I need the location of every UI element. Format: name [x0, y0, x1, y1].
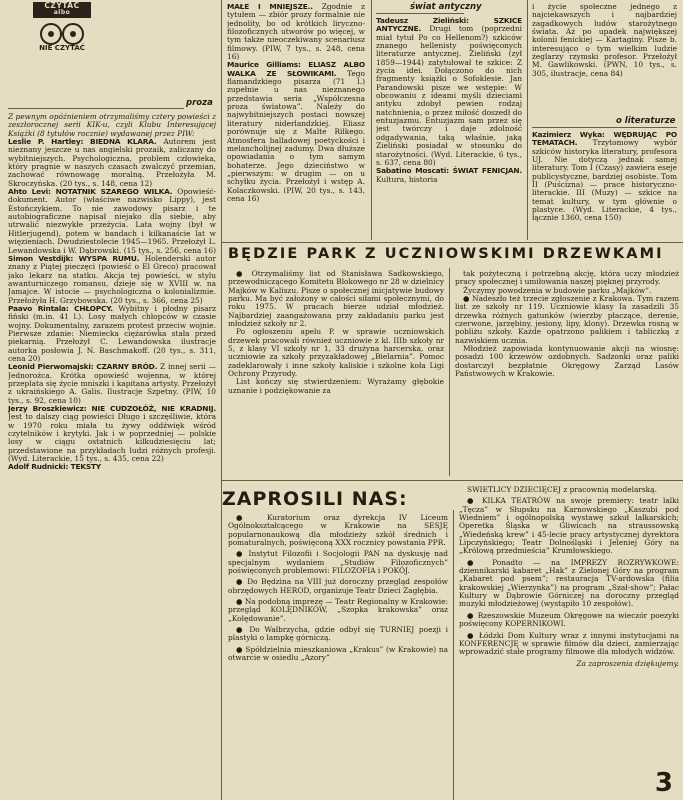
book-description: Jest to dalszy ciąg powieści Długo i szczęśliwie, która w 1970 roku miała tu żywy oddźwięk wśród czytelników i krytyki. Jak i w poprzedniej — polskie losy w ciągu ostatnich kilkudziesięciu lat; przedstawione na przykładach ludzi różnych profesji. (Wyd. Literackie, 15 tys., s. 435, cena 22)	[8, 412, 216, 464]
feature-paragraph: tak pożyteczną i potrzebną akcję, która uczy młodzież pracy społecznej i umiłowania naszej pięknej przyrody.	[455, 270, 679, 287]
feature-headline: BĘDZIE PARK Z UCZNIOWSKIMI DRZEWKAMI	[228, 246, 664, 262]
wyka-body: Trzytomowy wybór szkiców historyka literatury, profesora UJ. Nie dotyczą jednak samej literatury. Tom I (Czasy) zawiera eseje publicystyczne, bardziej osobiste. Tom II (Puścizna) — prace historyczno-literackie. III (Muzy) — szkice na temat kultury, w tym głównie o plastyce. (Wyd. Literackie, 4 tys., łącznie 1360, cena 150)	[532, 138, 677, 223]
book-title: Paavo Rintala: CHŁOPCY.	[8, 303, 113, 313]
feature-right-paragraphs	[455, 270, 679, 378]
book-description: Wybitny i płodny pisarz fiński (m.in. 41 l.). Losy małych chłopców w czasie wojny. Dokumentalny, zarazem protest przeciw wojnie. Pierwsze zdanie: Niemiecka ciężarówka stała przed piekarnią. Przełożył C. Lewandowska ilustracje autorka posłowia J. N. Baschmakoff. (20 tys., s. 311, cena 20)	[8, 303, 216, 363]
section-label-o-literaturze: o literaturze	[616, 116, 676, 126]
book-entry	[8, 305, 216, 363]
zaprosili-left-items	[228, 514, 448, 663]
column-divider-1	[221, 0, 222, 800]
col1-entries	[8, 138, 216, 472]
book-entry	[8, 405, 216, 463]
invitation-item: ● Spółdzielnia mieszkaniowa „Krakus” (w Krakowie) na otwarcie w osiedlu „Azory”	[228, 644, 448, 663]
proza-rule	[8, 108, 184, 109]
book-description: Zgodnie z tytułem — zbiór prozy formalnie nie jednolity, bo od krótkich liryczno-filozoficznych utworów po więcej, w tym także nieoczekiwany scenariusz filmowy. (PIW, 7 tys., s. 248, cena 16)	[227, 3, 365, 62]
column-divider-3	[527, 0, 528, 240]
book-title: Simon Vestdijk: WYSPA RUMU.	[8, 253, 140, 263]
book-entry	[8, 255, 216, 305]
feature-top-rule	[222, 242, 683, 243]
book-title: MAŁE I MNIEJSZE..	[227, 3, 313, 11]
page-number: 3	[654, 768, 673, 798]
feature-left-paragraphs	[228, 270, 444, 395]
feature-paragraph: ● Nadeszło też trzecie zgłoszenie z Krakowa. Tym razem list ze szkoły nr 119. Uczniowie klasy Ia zasadzili 35 drzewka różnych gatunków (wierzby płaczące, derenie, czerwone, jarzębiny, jesiony, lipy, klony). Drzewka rosną w pobliżu szkoły. Każde opatrzono palikiem i tabliczką z nazwiskiem ucznia.	[455, 294, 679, 345]
czytac-albo-nie-czytac-logo	[33, 2, 91, 54]
feature-left-column	[228, 270, 444, 475]
logo-banner	[33, 2, 91, 18]
zaprosili-right-column	[459, 486, 679, 776]
signoff: Za zaproszenia dziękujemy.	[576, 658, 679, 668]
zaprosili-left-column	[228, 514, 448, 798]
col3-entries	[376, 17, 522, 184]
column-proza	[8, 113, 216, 798]
intro-text: Z pewnym opóźnieniem otrzymaliśmy cztery powieści z zeszłorocznej serii KIK-u, czyli Klubu Interesującej Książki (8 tytułów rocznie) wydawanej przez PIW:	[8, 113, 216, 138]
feature-right-column	[455, 270, 679, 475]
book-title: Maurice Gilliams: ELIASZ ALBO WALKA ZE SŁOWIKAMI.	[227, 60, 365, 78]
book-description: Tego flamandzkiego pisarza (71 l.) zupełnie u nas nieznanego przedstawia seria „Współczesna proza światowa”. Należy do najwybitniejszych postaci nowszej literatury niderlandzkiej. Eliasz porównuje się z Malte Rilkego. Atmosfera balladowej poetyckości i melancholijnej zadumy. Dwa dłuższe opowiadania o tym samym bohaterze. Jego dzieciństwo w „pierwszym: w drugim — on u schyłku życia. Przełożył i wstęp A. Kolaczkowski. (PIW, 20 tys., s. 143, cena 16)	[227, 68, 365, 203]
zaprosili-top-rule	[222, 480, 683, 481]
book-entry	[8, 188, 216, 255]
invitation-item: ● KILKA TEATRÓW na swoje premiery: teatr lalki „Tęcza” w Słupsku na Karnowskiego „Kaszubi pod Wiedniem” i ogólnopolską wystawę szkuł lalkarskich; Operetka Śląska w Gliwicach na straussowską „Wiedeńską krew” i 45-lecie pracy artystycznej dyrektora Lipczyńskiego; Teatr Dolnośląski i Jeleniej Góry na „Królową przedmieścia” Krumłowskiego.	[459, 496, 679, 556]
book-description: Z innej serii — Jednorożca. Krótka opowieść wojenna, w której przeplata się życie mniszki i kapitana artysty. Przełożył z ukraińskiego A. Galis. Ilustracje Szpetny. (PIW, 10 tys., s. 92, cena 10)	[8, 362, 216, 405]
invitation-item: ● Kuratorium oraz dyrekcja IV Liceum Ogólnokształcącego w Krakowie na SESJĘ popularnonaukową dla młodzieży szkół średnich i pomaturalnych, poświęconą XXX rocznicy powstania PPR.	[228, 514, 448, 548]
book-title: Adolf Rudnicki: TEKSTY	[8, 462, 101, 472]
invitation-item: ● Rzeszowskie Muzeum Okręgowe na wieczór poezyki poświęcony KOPERNIKOWI.	[459, 610, 679, 629]
feature-paragraph: List kończy się stwierdzeniem: Wyrażamy głębokie uznanie i podziękowanie za	[228, 377, 444, 395]
book-description: Autorem jest nieznany jeszcze u nas angielski prozaik, zaliczany do wybitniejszych. Psychologiczna, problem człowieka, który pragnie w naszych czasach zwalczyć przemian, zachować równowagę moralną. Przełożyła M. Skroczyńska. (20 tys., s. 148, cena 12)	[8, 137, 216, 188]
column-o-literaturze	[532, 131, 677, 241]
invitation-item: ŚWIETLICY DZIECIĘCEJ z pracownią modelarską.	[467, 486, 657, 494]
book-entry	[227, 3, 365, 61]
book-title: Ahto Levi: NOTATNIK SZAREGO WILKA.	[8, 187, 173, 197]
literatura-rule	[532, 127, 677, 128]
column-proza-continued	[227, 3, 365, 241]
logo-line-3: NIE CZYTAĆ	[39, 44, 85, 52]
feature-paragraph: Młodzież zapowiada kontynuowanie akcji na wiosnę: posadzi 100 krzewów ozdobnych. Sadzonki oraz paliki dostarczył bezpłatnie Okręgowy Zarząd Lasów Państwowych w Krakowie.	[455, 344, 679, 379]
invitation-item: ● Ponadto — na IMPREZY ROZRYWKOWE: dziennikarski kabaret „Hak” z Zielonej Góry na program „Kabaret pod psem”; restauracja TV-ardowska (filia krakowskiej „Wierzynka”) na program „Szał-show”; Pałac Kultury w Dąbrowie Górniczej na doroczny przegląd muzyki młodzieżowej (wystąpiło 10 zespołów).	[459, 557, 679, 609]
book-entry	[8, 363, 216, 405]
column-divider-2	[371, 0, 372, 240]
section-label-swiat-antyczny: świat antyczny	[410, 2, 482, 12]
wyka-title: Kazimierz Wyka: WĘDRUJĄC PO TEMATACH.	[532, 131, 677, 148]
book-description: Drugi tom (poprzedni miał tytuł Po co Hellenom?) szkiców znanego hellenisty poświęconych literaturze antycznej. Zieliński (zył 1859—1944) zatytułował te szkice: Z życia idei. Dołączono do nich fragmenty książki o Sofoklesie. Jan Parandowski pisze we wstępie: W obcowaniu z ideami myśli dzieciami antyku zdobył pewien rodzaj natchnienia, o przez miłość doszedł do entuzjazmu. Entuzjazm sam przez się jest twórczy i daje zdolność odgadywania, taką właśnie, jaką Zieliński posiadał w stosunku do starożytności. (Wyd. Literackie, 6 tys., s. 637, cena 80)	[376, 24, 522, 167]
fenicjan-continuation: i życie społeczne jednego z najciekawszych i najbardziej zagadkowych ludów starożytnego świata. Aż po upadek największej kolonii fenickiej — Kartaginy. Pisze b. interesująco o tym wielkim ludzie żeglarzy rzymski profesor. Przełożył M. Gawlikowski. (PWN, 10 tys., s. 305, ilustracje, cena 84)	[532, 3, 677, 78]
book-entry	[376, 17, 522, 167]
book-entry	[8, 463, 216, 471]
book-entry	[8, 138, 216, 188]
swiat-rule	[376, 13, 464, 14]
invitation-item: ● Do Będzina na VIII już doroczny przegląd zespołów obrzędowych HEROD, organizuje Teatr Dzieci Zagłębia.	[228, 577, 448, 595]
column-right-top	[532, 3, 677, 108]
invitation-item: ● Na podobną imprezę — Teatr Regionalny w Krakowie: przegląd KOLĘDNIKÓW, „Szopka krakowska” oraz „Kolędowanie”.	[228, 597, 448, 623]
book-title: Tadeusz Zieliński: SZKICE ANTYCZNE.	[376, 17, 522, 34]
zaprosili-headline: ZAPROSILI NAS:	[222, 488, 408, 510]
book-entry	[376, 167, 522, 184]
book-description: Opowieść-dokument. Autor (właściwe nazwisko Lippy), jest Estończykiem. To nie zawodowy pisarz i te autobiograficzne napisał niejako dla siebie, aby utrwalić niezwykłe przeżycia. Lata wojny (był w Hitlerjugend), potem w bandach i kilkanaście lat w więzieniach. Dwudziestolecie 1945—1965. Przełożył L. Lewandowska i W. Dąbrowski. (15 tys., s. 256, cena 16)	[8, 187, 216, 255]
column-swiat-antyczny	[376, 17, 522, 241]
book-description: Kultura, historia	[376, 174, 438, 184]
logo-line-1: CZYTAĆ	[44, 1, 80, 10]
invitation-item: ● Instytut Filozofii i Socjologii PAN na dyskusję nad specjalnym wydaniem „Studiów Filozoficznych” poświęconych problemowi: FILOZOFIA i POKÓJ.	[228, 549, 448, 576]
book-description: Holenderski autor znany z Piątej pieczęci (powieść o El Greco) pracował jako lekarz na statku. Akcja tej powieści, w stylu awanturniczego romansu, dzieje się w XVIII w. na Jamajce. W istocie — psychologiczna o kolonializmie. Przełożyła H. Grzybowska. (20 tys., s. 366, cena 25)	[8, 253, 216, 305]
book-title: Leonid Pierwomajski: CZARNY BRÓD.	[8, 362, 158, 372]
invitation-item: ● Do Wałbrzycha, gdzie odbył się TURNIEJ poezji i plastyki o lampkę górniczą.	[228, 625, 448, 643]
logo-line-2: albo	[53, 9, 71, 16]
feature-divider	[449, 268, 450, 476]
invitation-item: ● Łódzki Dom Kultury wraz z innymi instytucjami na KONFERENCJĘ w sprawie filmów dla dzieci, zamierzając wprowadzić stałe programy filmowe dla młodych widzów.	[459, 630, 679, 657]
book-entry	[227, 61, 365, 203]
book-title: Sabatino Moscati: ŚWIAT FENICJAN.	[376, 166, 522, 176]
section-label-proza: proza	[186, 98, 213, 108]
zaprosili-divider	[453, 510, 454, 800]
book-title: Leslie P. Hartley: BIEDNA KLARA.	[8, 137, 157, 147]
zaprosili-right-items	[459, 486, 679, 657]
feature-paragraph: ● Otrzymaliśmy list od Stanisława Sadkowskiego, przewodniczącego Komitetu Blokowego nr 28 w dzielnicy Majków w Kaliszu. Pisze o społecznej inicjatywie budowy parku. Ma być założony w całości siłami społecznymi, do roku 1975. W pracach bierze udział młodzież. Najbardziej zaangażowana przy zakładaniu parku jest młodzież szkoły nr 2.	[228, 270, 444, 329]
feature-paragraph: Życzymy powodzenia w budowie parku „Majków”.	[463, 285, 652, 295]
col2-entries	[227, 3, 365, 203]
feature-paragraph: Po ogłoszeniu apelu P. w sprawie uczniowskich drzewek pracowali również uczniowie z kl. IIIb szkoły nr 5, z klasy VI szkoły nr 1, 33 drużyna harcerska, oraz uczniowie za szkoły przyzakładowej „Bielarnia”. Pomoc zadeklarowały i inne szkoły kaliskie i szkolne koła Ligi Ochrony Przyrody.	[228, 327, 444, 379]
book-title: Jerzy Broszkiewicz: NIE CUDZOŁÓŻ, NIE KRADNIJ.	[8, 404, 216, 414]
